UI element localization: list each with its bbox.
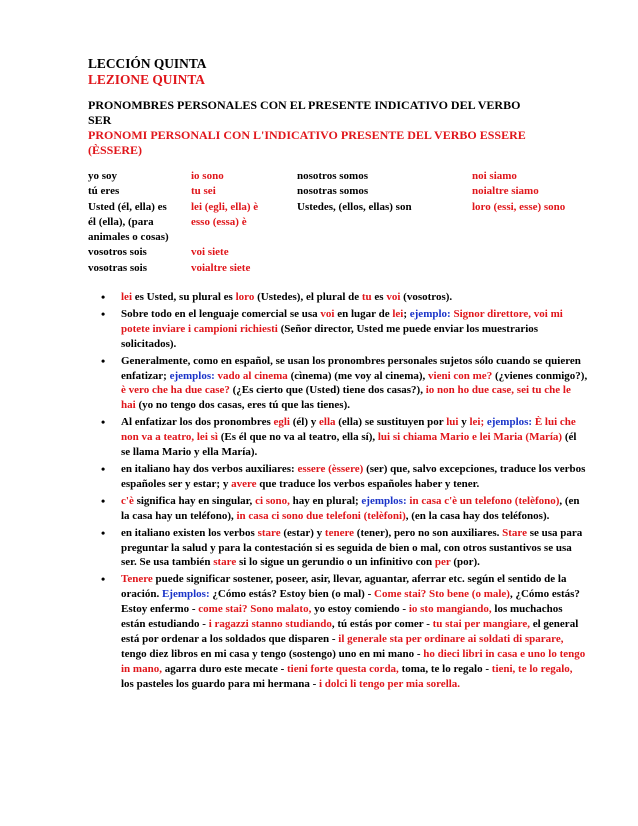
spanish-text: los pasteles los guardo para mi hermana - <box>121 677 319 690</box>
list-item <box>88 415 588 460</box>
italian-text: lei <box>392 307 404 320</box>
spanish-text: en italiano hay dos verbos auxiliares: <box>121 462 298 475</box>
table-cell: voi siete <box>191 246 229 259</box>
table-cell: animales o cosas) <box>88 231 169 244</box>
list-item <box>88 462 588 492</box>
section-heading-es <box>88 98 588 128</box>
list-item <box>88 572 588 691</box>
spanish-text: significa hay en singular, <box>133 494 256 507</box>
spanish-text: (él se llama Mario y ella María). <box>121 431 577 459</box>
table-cell: noialtre siamo <box>472 185 539 198</box>
spanish-text: hay en plural; <box>289 494 362 507</box>
table-cell: Usted (él, ella) es <box>88 200 167 213</box>
spanish-text: agarra duro este mecate - <box>161 662 287 675</box>
spanish-text: (cìnema) (me voy al cinema), <box>287 369 429 382</box>
italian-text: è vero che ha due case? <box>121 384 230 397</box>
table-cell: vosotros sois <box>88 246 147 259</box>
italian-text: lui si chiama Mario e lei Maria (María) <box>377 431 563 444</box>
spanish-text: (Señor director, Usted me puede enviar los muestrarios solicitados). <box>121 322 539 350</box>
italian-text: Signor direttore, voi mi potete inviare i campioni richiesti <box>121 307 563 335</box>
table-cell <box>191 230 287 245</box>
italian-text: tu <box>361 291 372 303</box>
spanish-text: , (en la casa hay un teléfono), <box>121 494 580 522</box>
spanish-text: (ella) se sustituyen por <box>335 416 447 429</box>
section-heading-it <box>88 128 588 158</box>
spanish-text: si lo sigue un gerundio o un infinitivo con <box>236 556 435 569</box>
spanish-text: (yo no tengo dos casas, eres tú que las tienes). <box>135 399 350 412</box>
spanish-text: es Usted, su plural es <box>132 291 236 303</box>
table-cell: voialtre siete <box>191 261 251 274</box>
spanish-text: (vosotros). <box>400 291 453 303</box>
italian-text: avere <box>231 477 257 490</box>
spanish-text: que traduce los verbos españoles haber y tener. <box>256 477 480 490</box>
example-label: ejemplo: <box>409 307 454 320</box>
italian-text: Stare <box>502 526 527 539</box>
italian-text: ci sono, <box>255 494 290 507</box>
list-item <box>88 494 588 524</box>
italian-text: in casa c'è un telefono (telèfono) <box>409 494 560 507</box>
list-item <box>88 307 588 352</box>
italian-text: tu stai per mangiare, <box>432 618 530 631</box>
italian-text: tenere <box>324 526 355 539</box>
table-cell: noi siamo <box>472 170 517 182</box>
notes-list <box>88 290 588 692</box>
list-item <box>88 354 588 414</box>
spanish-text: los muchachos están estudiando - <box>121 603 563 631</box>
table-cell: tú eres <box>88 185 120 198</box>
italian-text: loro <box>235 291 255 303</box>
example-label: ejemplos: <box>486 416 535 429</box>
section-heading-es-line2: SER <box>88 113 112 127</box>
italian-text: essere (èssere) <box>297 462 364 475</box>
spanish-text: Al enfatizar los dos pronombres <box>121 416 274 429</box>
italian-text: tieni forte questa corda, <box>287 662 399 675</box>
table-cell: lei (egli, ella) è <box>191 200 259 213</box>
italian-text: egli <box>273 416 290 429</box>
table-col-it-plural <box>472 169 592 215</box>
conjugation-table <box>88 169 588 281</box>
spanish-text: (tener), pero no son auxiliares. <box>354 526 503 539</box>
spanish-text: (¿Es cierto que (Usted) tiene dos casas?), <box>229 384 426 397</box>
italian-text: voi <box>320 307 335 320</box>
list-item <box>88 526 588 571</box>
table-cell: io sono <box>191 170 224 182</box>
spanish-text: Sobre todo en el lenguaje comercial se usa <box>121 307 321 320</box>
spanish-text: , (en la casa hay dos teléfonos). <box>405 509 550 522</box>
spanish-text: en italiano existen los verbos <box>121 526 258 539</box>
section-heading-it-line2: (ÈSSERE) <box>88 143 143 157</box>
table-cell: Ustedes, (ellos, ellas) son <box>297 200 412 213</box>
italian-text: È lui che non va a teatro, lei sì <box>121 416 576 444</box>
spanish-text: ¿Cómo estás? Estoy bien (o mal) - <box>209 588 375 601</box>
table-col-es-plural <box>297 169 477 215</box>
table-cell: él (ella), (para <box>88 215 154 228</box>
spanish-text: , tú estás por comer - <box>331 618 433 631</box>
spanish-text: en lugar de <box>334 307 393 320</box>
italian-text: voi <box>386 291 401 303</box>
italian-text: come stai? Sono malato, <box>198 603 312 616</box>
section-heading-es-line1: PRONOMBRES PERSONALES CON EL PRESENTE INDICATIVO DEL VERBO <box>88 98 521 112</box>
spanish-text: tengo diez libros en mi casa y tengo (sostengo) uno en mi mano - <box>121 647 424 660</box>
list-item <box>88 290 588 305</box>
spanish-text: el general está por ordenar a los soldados que disparen - <box>121 618 579 645</box>
spanish-text: (por). <box>450 556 480 569</box>
italian-text: lei; <box>469 416 485 429</box>
table-cell: tu sei <box>191 185 216 198</box>
example-label: ejemplos: <box>169 369 218 382</box>
table-cell: nosotras somos <box>297 185 369 198</box>
italian-text: tieni, te lo regalo, <box>491 662 573 675</box>
lesson-title-it: LEZIONE QUINTA <box>88 72 205 87</box>
italian-text: ella <box>319 416 336 429</box>
table-cell: esso (essa) è <box>191 215 247 228</box>
spanish-text: Generalmente, como en español, se usan los pronombres personales sujetos sólo cuando se quieren enfatizar; <box>121 354 581 382</box>
italian-text: io sto mangiando, <box>408 603 492 616</box>
document-page <box>88 56 588 694</box>
example-label: ejemplos: <box>361 494 410 507</box>
spanish-text: ; <box>403 307 410 320</box>
spanish-text: (estar) y <box>280 526 325 539</box>
italian-text: in casa ci sono due telefoni (telèfoni) <box>236 509 406 522</box>
italian-text: vado al cinema <box>217 369 288 382</box>
spanish-text: toma, te lo regalo - <box>398 662 492 675</box>
example-label: Ejemplos: <box>161 588 210 601</box>
table-cell: vosotras sois <box>88 261 147 274</box>
italian-text: stare <box>257 526 281 539</box>
spanish-text: puede significar sostener, poseer, asir, llevar, aguantar, aferrar etc. según el sentido de la oración. <box>121 573 567 601</box>
italian-text: lui <box>446 416 459 429</box>
table-cell: loro (essi, esse) sono <box>472 200 566 213</box>
table-cell: yo soy <box>88 170 118 182</box>
spanish-text: (¿vienes conmigo?), <box>492 369 588 382</box>
italian-text: i ragazzi stanno studiando <box>208 618 332 631</box>
table-col-it-singular <box>191 169 287 276</box>
spanish-text: yo estoy comiendo - <box>311 603 409 616</box>
spanish-text: , ¿Cómo estás? Estoy enfermo - <box>121 588 580 616</box>
spanish-text: (él) y <box>289 416 319 429</box>
italian-text: il generale sta per ordinare ai soldati di sparare, <box>338 632 564 645</box>
spanish-text: se usa para preguntar la salud y para la contestación si es seguida de bien o mal, con otros sustantivos se usa ser. Se usa también <box>121 526 583 569</box>
table-col-es-singular <box>88 169 188 276</box>
italian-text: stare <box>213 556 237 569</box>
italian-text: io non ho due case, sei tu che le hai <box>121 384 571 412</box>
spanish-text: y <box>458 416 470 429</box>
italian-text: Come stai? Sto bene (o male) <box>374 588 510 601</box>
italian-text: i dolci li tengo per mia sorella. <box>319 677 461 690</box>
spanish-text: es <box>371 291 387 303</box>
spanish-text: (Es él que no va al teatro, ella sí), <box>217 431 378 444</box>
lesson-title-es: LECCIÓN QUINTA <box>88 56 207 71</box>
section-heading-it-line1: PRONOMI PERSONALI CON L'INDICATIVO PRESENTE DEL VERBO ESSERE <box>88 128 526 142</box>
spanish-text: (ser) que, salvo excepciones, traduce los verbos españoles ser y estar; y <box>121 462 586 490</box>
spanish-text: (Ustedes), el plural de <box>254 291 362 303</box>
italian-text: lei <box>121 291 132 303</box>
italian-text: Tenere <box>121 573 153 586</box>
italian-text: per <box>434 556 451 569</box>
italian-text: vieni con me? <box>428 369 493 382</box>
italian-text: ho dieci libri in casa e uno lo tengo in mano, <box>121 647 586 675</box>
table-cell: nosotros somos <box>297 170 369 182</box>
italian-text: c'è <box>121 494 134 507</box>
